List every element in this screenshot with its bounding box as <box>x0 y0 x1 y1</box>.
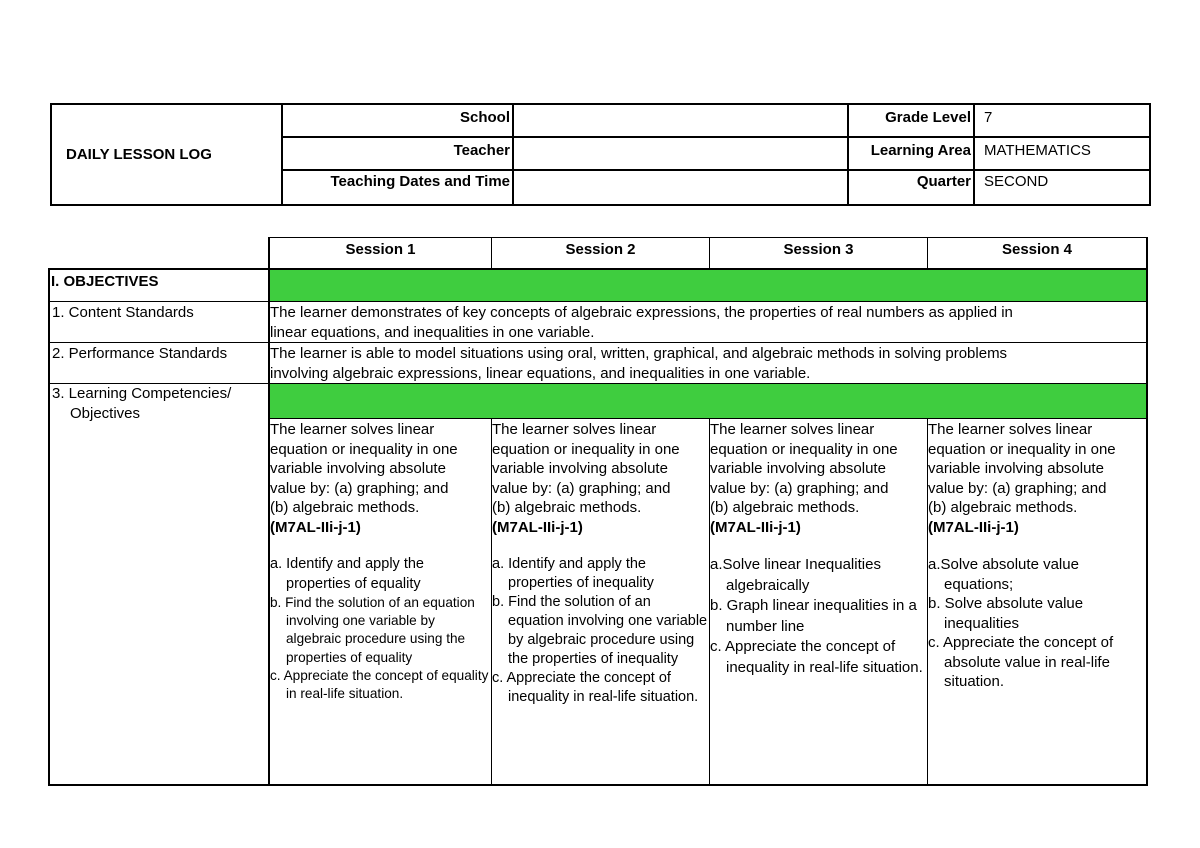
session-1-header: Session 1 <box>345 241 416 258</box>
quarter-value[interactable]: SECOND <box>984 173 1049 190</box>
list-item: a.Solve absolute value equations; <box>928 556 1079 593</box>
list-item: c. Appreciate the concept of inequality in real-life situation. <box>492 670 699 705</box>
competency-line: equation or inequality in one <box>492 440 680 458</box>
content-standards-line: The learner demonstrates of key concepts of algebraic expressions, the properties of real numbers as applied in <box>270 304 1013 321</box>
competency-line: The learner solves linear <box>710 421 875 438</box>
list-item: a. Identify and apply the properties of inequality <box>492 556 654 591</box>
list-item: c. Appreciate the concept of equality in real-life situation. <box>270 667 489 702</box>
competency-line: value by: (a) graphing; and <box>928 479 1107 497</box>
objective-list <box>710 555 926 678</box>
table-rule <box>1146 237 1148 786</box>
quarter-label: Quarter <box>849 171 975 204</box>
session-4-objectives <box>928 420 1145 692</box>
competency-line: The learner solves linear <box>270 421 435 438</box>
performance-standards-label: 2. Performance Standards <box>52 345 228 362</box>
competency-line: variable involving absolute <box>710 460 886 477</box>
objective-list <box>270 555 490 703</box>
learning-competencies-label: 3. Learning Competencies/ <box>52 385 232 402</box>
grade-level-value[interactable]: 7 <box>984 109 993 126</box>
competency-line: variable involving absolute <box>928 460 1104 477</box>
competency-line: equation or inequality in one <box>710 440 898 458</box>
competency-code: (M7AL-IIi-j-1) <box>492 518 583 536</box>
session-2-objectives <box>492 420 708 707</box>
list-item: b. Graph linear inequalities in a number line <box>710 597 917 635</box>
school-field[interactable] <box>514 105 849 136</box>
competencies-bar <box>270 384 1146 418</box>
session-3-objectives <box>710 420 926 678</box>
teaching-dates-label: Teaching Dates and Time <box>283 171 514 204</box>
competency-line: equation or inequality in one <box>928 440 1116 458</box>
competency-code: (M7AL-IIi-j-1) <box>710 518 801 536</box>
competency-line: value by: (a) graphing; and <box>492 479 671 497</box>
content-standards-line: linear equations, and inequalities in one variable. <box>270 323 595 341</box>
competency-line: equation or inequality in one <box>270 440 458 458</box>
table-rule <box>48 301 1148 302</box>
learning-area-label: Learning Area <box>849 138 975 169</box>
list-item: c. Appreciate the concept of inequality in real-life situation. <box>710 638 923 676</box>
competency-line: The learner solves linear <box>928 421 1093 438</box>
content-standards-label: 1. Content Standards <box>52 304 194 321</box>
performance-standards-line: The learner is able to model situations using oral, written, graphical, and algebraic methods in solving problems <box>270 345 1008 362</box>
teacher-field[interactable] <box>514 138 849 169</box>
page-title: DAILY LESSON LOG <box>52 105 283 204</box>
objective-list <box>928 555 1145 692</box>
list-item: b. Find the solution of an equation involving one variable by algebraic procedure using the properties of inequality <box>492 594 708 667</box>
competency-line: (b) algebraic methods. <box>710 499 860 516</box>
header-row-dates <box>283 171 1149 204</box>
session-2-header: Session 2 <box>565 241 636 258</box>
header-row-teacher <box>283 138 1149 171</box>
competency-line: (b) algebraic methods. <box>270 499 420 516</box>
table-rule <box>48 784 1148 786</box>
lesson-log-header <box>50 103 1151 206</box>
teacher-label: Teacher <box>283 138 514 169</box>
list-item: b. Solve absolute value inequalities <box>928 595 1084 632</box>
objectives-heading: I. OBJECTIVES <box>51 273 159 290</box>
learning-competencies-label-cont: Objectives <box>70 405 141 422</box>
list-item: c. Appreciate the concept of absolute value in real-life situation. <box>928 634 1114 690</box>
performance-standards-text <box>270 344 1146 383</box>
session-1-objectives <box>270 420 490 703</box>
competency-line: value by: (a) graphing; and <box>270 479 449 497</box>
competency-line: value by: (a) graphing; and <box>710 479 889 497</box>
header-row-school <box>283 105 1149 138</box>
list-item: a.Solve linear Inequalities algebraically <box>710 556 881 594</box>
grade-level-label: Grade Level <box>849 105 975 136</box>
learning-area-value[interactable]: MATHEMATICS <box>984 142 1091 159</box>
session-4-header: Session 4 <box>1001 241 1073 258</box>
content-standards-text <box>270 303 1146 342</box>
competency-line: (b) algebraic methods. <box>928 499 1078 516</box>
list-item: b. Find the solution of an equation involving one variable by algebraic procedure using the properties of equality <box>270 595 475 665</box>
competency-code: (M7AL-IIi-j-1) <box>270 518 361 536</box>
table-rule <box>48 342 1148 343</box>
performance-standards-line: involving algebraic expressions, linear equations, and inequalities in one variable. <box>270 364 811 382</box>
objectives-table <box>48 237 1148 786</box>
table-rule <box>48 268 1148 270</box>
table-rule <box>48 268 50 786</box>
school-label: School <box>283 105 514 136</box>
competency-line: The learner solves linear <box>492 421 657 438</box>
objective-list <box>492 555 708 707</box>
list-item: a. Identify and apply the properties of equality <box>270 556 424 592</box>
competency-line: variable involving absolute <box>270 460 446 477</box>
session-3-header: Session 3 <box>783 241 854 258</box>
competency-line: (b) algebraic methods. <box>492 499 642 516</box>
competency-code: (M7AL-IIi-j-1) <box>928 518 1019 536</box>
competency-line: variable involving absolute <box>492 460 668 477</box>
teaching-dates-field[interactable] <box>514 171 849 204</box>
objectives-bar <box>270 270 1146 301</box>
